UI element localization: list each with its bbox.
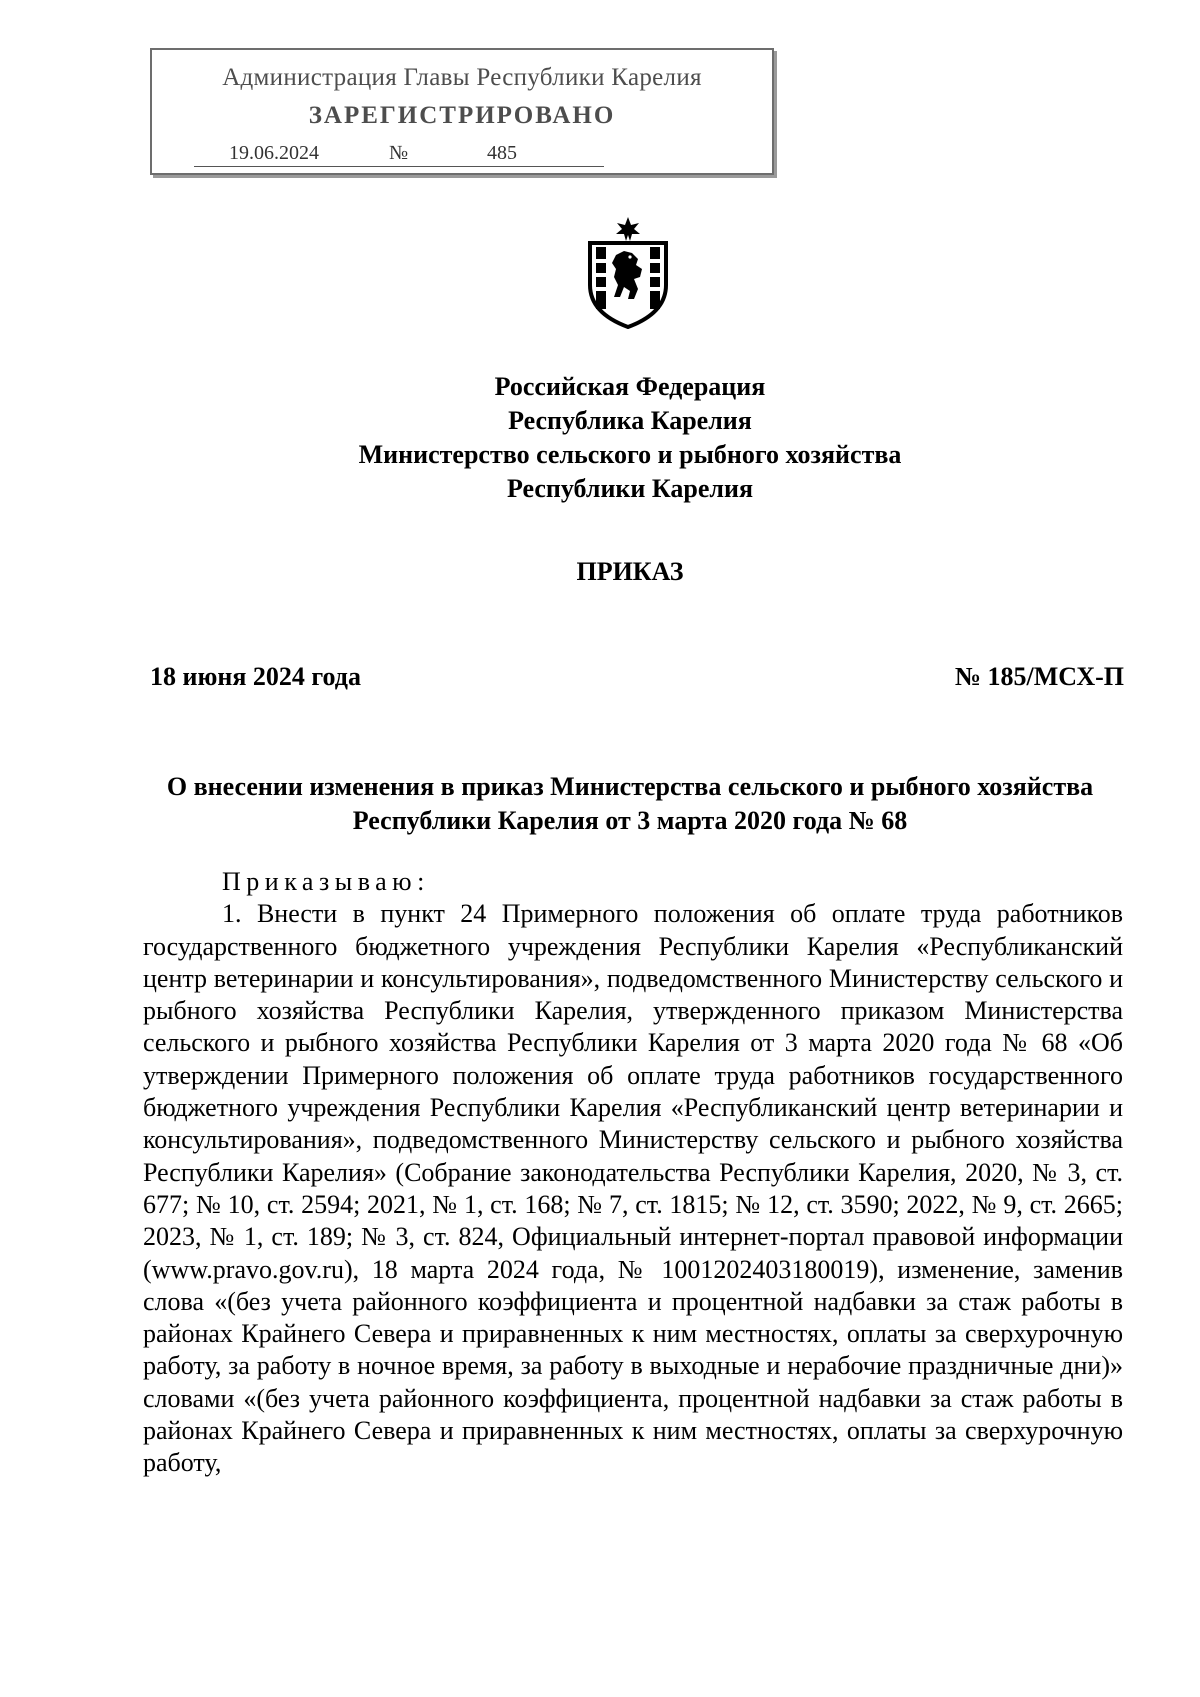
document-type: ПРИКАЗ [576,557,684,586]
stamp-status: ЗАРЕГИСТРИРОВАНО [308,102,616,129]
header-ministry: Министерство сельского и рыбного хозяйства [358,440,902,469]
header-republic: Республика Карелия [508,406,752,435]
stamp-number: 485 [487,142,517,164]
registration-stamp [150,48,774,175]
document-number: № 185/МСХ-П [954,662,1124,691]
header-country: Российская Федерация [494,372,766,401]
karelia-coat-of-arms-icon [580,215,676,329]
document-subject: О внесении изменения в приказ Министерства сельского и рыбного хозяйства Республики Карелия от 3 марта 2020 года № 68 [166,772,1094,835]
stamp-organization: Администрация Главы Республики Карелия [222,64,702,91]
order-word: Приказываю: [222,867,430,896]
paragraph-1: 1. Внести в пункт 24 Примерного положения об оплате труда работников государственного бюджетного учреждения Республики Карелия «Республиканский центр ветеринарии и консультирования», подведомственного Министерству сельского и рыбного хозяйства Республики Карелия, утвержденного приказом Министерства сельского и рыбного хозяйства Республики Карелия от 3 марта 2020 года № 68 «Об утверждении Примерного положения об оплате труда работников государственного бюджетного учреждения Республики Карелия «Республиканский центр ветеринарии и консультирования», подведомственного Министерству сельского и рыбного хозяйства Республики Карелия» (Собрание законодательства Республики Карелия, 2020, № 3, ст. 677; № 10, ст. 2594; 2021, № 1, ст. 168; № 7, ст. 1815; № 12, ст. 3590; 2022, № 9, ст. 2665; 2023, № 1, ст. 189; № 3, ст. 824, Официальный интернет-портал правовой информации (www.pravo.gov.ru), 18 марта 2024 года, № 1001202403180019), изменение, заменив слова «(без учета районного коэффициента и процентной надбавки за стаж работы в районах Крайнего Севера и приравненных к ним местностях, оплаты за сверхурочную работу, за работу в ночное время, за работу в выходные и нерабочие праздничные дни)» словами «(без учета районного коэффициента, процентной надбавки за стаж работы в районах Крайнего Севера и приравненных к ним местностях, оплаты за сверхурочную работу, [143,899,1123,1478]
document-date: 18 июня 2024 года [150,662,361,691]
stamp-date: 19.06.2024 [229,142,319,164]
stamp-number-sign: № [389,142,409,164]
document-body [143,866,1123,1480]
emblem-star [616,217,640,241]
header-ministry-region: Республики Карелия [506,474,754,503]
issuer-header [0,370,1200,506]
stamp-registration-line [194,142,604,167]
